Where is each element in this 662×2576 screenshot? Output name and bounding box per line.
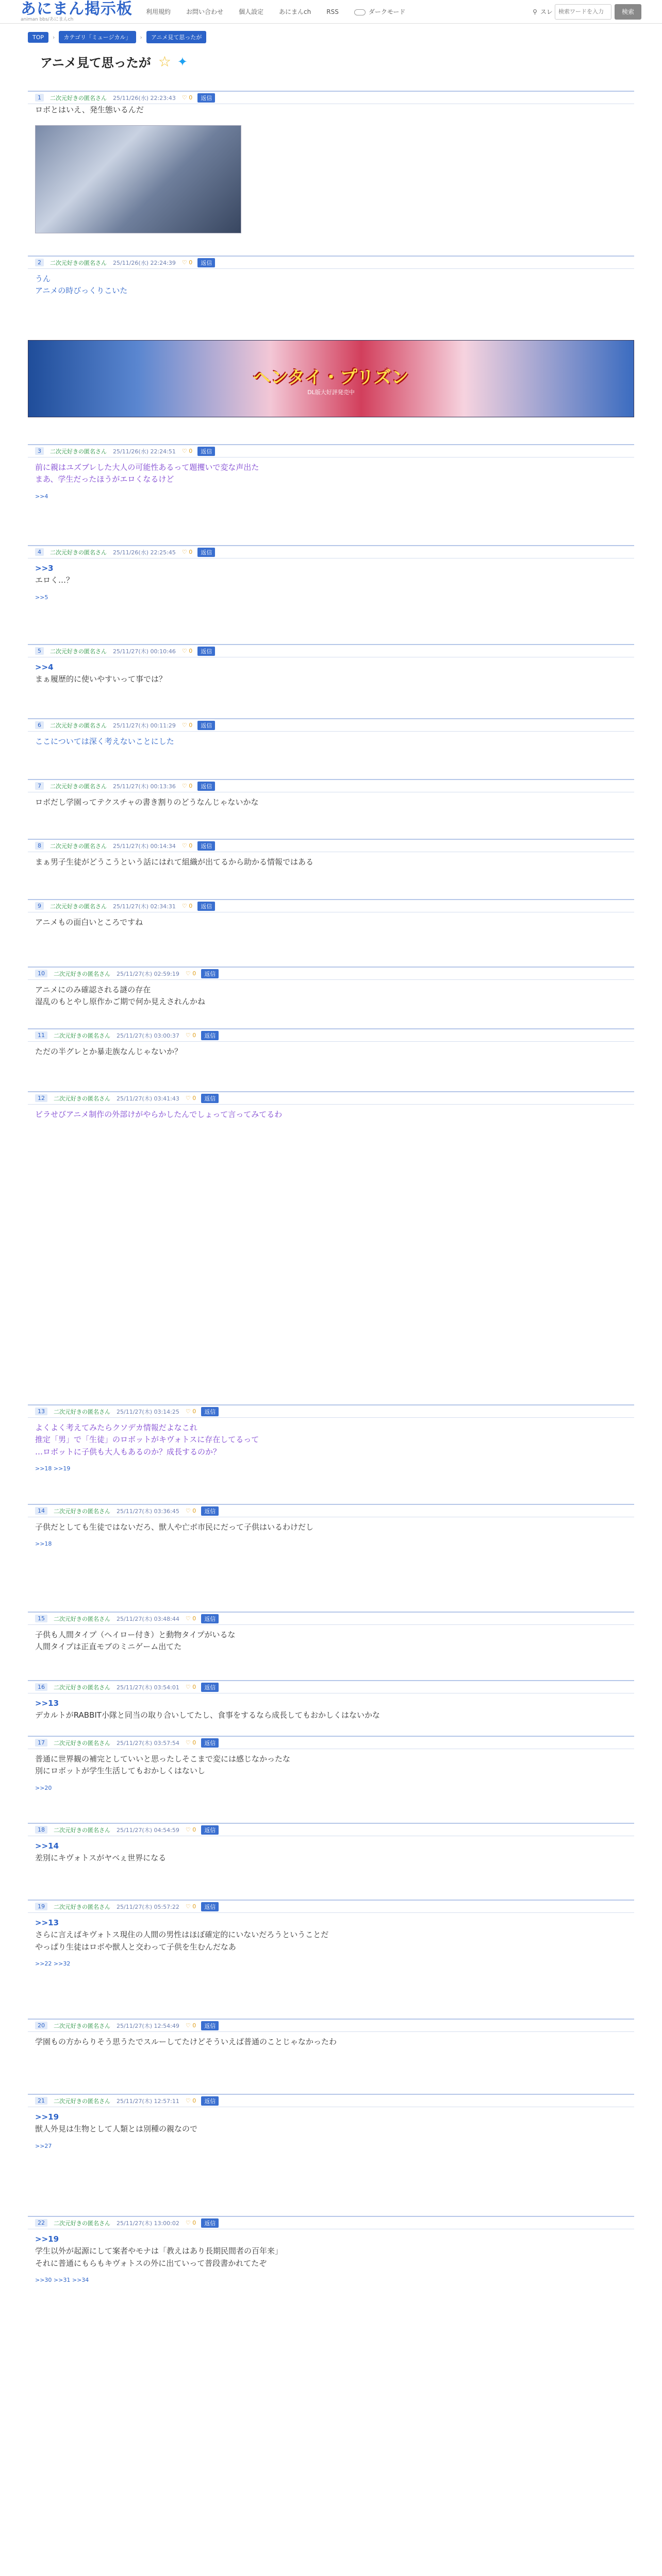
- post-number[interactable]: 10: [35, 970, 47, 977]
- like-count: 0: [192, 970, 196, 977]
- post: [28, 1404, 634, 1475]
- post-line: ロボだし学園ってテクスチャの書き割りのどうなんじゃないかな: [35, 798, 259, 807]
- heart-icon: ♡: [185, 2022, 193, 2029]
- post-header: [28, 1404, 634, 1418]
- poster-name: 二次元好きの匿名さん: [50, 94, 107, 101]
- like-button[interactable]: [186, 1739, 196, 1746]
- reply-button[interactable]: 返信: [201, 1031, 219, 1040]
- post-date: 25/11/27(木) 04:54:59: [117, 1826, 179, 1834]
- like-count: 0: [189, 94, 193, 101]
- like-count: 0: [192, 1095, 196, 1101]
- heart-icon: ♡: [185, 1408, 193, 1415]
- heart-icon: ♡: [185, 1615, 193, 1622]
- logo-main: あにまん掲示板: [21, 0, 133, 18]
- post: [28, 444, 634, 503]
- post: [28, 899, 634, 933]
- post-line: さらに言えばキヴォトス現住の人間の男性はほぼ確定的にいないだろうということだ: [35, 1930, 329, 1940]
- poster-name: 二次元好きの匿名さん: [50, 648, 107, 655]
- post-body: [28, 104, 634, 120]
- post-header: [28, 444, 634, 457]
- reply-button[interactable]: 返信: [197, 548, 215, 557]
- heart-icon: ♡: [185, 1507, 193, 1514]
- post-body: [28, 1105, 634, 1125]
- post-header: [28, 1900, 634, 1913]
- like-count: 0: [189, 448, 193, 454]
- heart-icon: ♡: [181, 842, 189, 849]
- post: [28, 91, 634, 239]
- post-number[interactable]: 1: [35, 94, 44, 101]
- post-line: よくよく考えてみたらクソデカ情報だよなこれ: [35, 1423, 197, 1432]
- post-date: 25/11/27(木) 00:13:36: [113, 783, 176, 790]
- post-line: アニメもの面白いところですね: [35, 918, 143, 927]
- post-line: 推定「男」で「生徒」のロボットがキヴォトスに存在してるって: [35, 1435, 259, 1445]
- reply-button[interactable]: 返信: [201, 1407, 219, 1416]
- like-count: 0: [189, 783, 193, 789]
- reply-button[interactable]: 返信: [201, 1683, 219, 1692]
- reply-button[interactable]: 返信: [201, 2096, 219, 2106]
- post-line: ここについては深く考えないことにした: [35, 737, 174, 746]
- poster-name: 二次元好きの匿名さん: [54, 1615, 110, 1622]
- post-image[interactable]: [35, 125, 241, 233]
- poster-name: 二次元好きの匿名さん: [50, 783, 107, 790]
- post-header: [28, 967, 634, 980]
- post-header: [28, 2094, 634, 2107]
- post-replies[interactable]: >>27: [35, 2142, 52, 2149]
- poster-name: 二次元好きの匿名さん: [50, 448, 107, 455]
- site-header: [0, 0, 662, 24]
- post-body: [28, 1517, 634, 1537]
- post-body: [28, 558, 634, 591]
- post: [28, 967, 634, 1012]
- reply-button[interactable]: 返信: [201, 1614, 219, 1623]
- post-number[interactable]: 11: [35, 1031, 47, 1039]
- heart-icon: ♡: [181, 648, 189, 654]
- post: [28, 779, 634, 812]
- like-button[interactable]: [186, 1408, 196, 1415]
- like-button[interactable]: [182, 549, 192, 555]
- post-line: うん: [35, 274, 51, 283]
- post-line: ただの半グレとか暴走族なんじゃないか？: [35, 1047, 183, 1056]
- search-scope-label[interactable]: スレ: [540, 8, 553, 15]
- post-body: [28, 1749, 634, 1782]
- post: [28, 545, 634, 604]
- reply-anchor[interactable]: >>19: [35, 2112, 59, 2122]
- post-date: 25/11/26(水) 22:24:39: [113, 259, 176, 266]
- post-line: 別にロボットが学生生活してもおかしくはないし: [35, 1766, 206, 1776]
- like-button[interactable]: [186, 1095, 196, 1101]
- poster-name: 二次元好きの匿名さん: [54, 970, 110, 977]
- post: [28, 839, 634, 872]
- dark-mode-label: ダークモード: [368, 8, 406, 15]
- post-header: [28, 2019, 634, 2032]
- post-header: [28, 779, 634, 792]
- post: [28, 1680, 634, 1726]
- nav-contact[interactable]: お問い合わせ: [186, 8, 224, 15]
- favorite-star-icon[interactable]: ☆: [158, 53, 171, 70]
- post-replies[interactable]: >>5: [35, 594, 48, 601]
- post-line: 普通に世界観の補完としていいと思ったしそこまで変には感じなかったな: [35, 1754, 291, 1764]
- post-body: [28, 269, 634, 301]
- post-body: [28, 852, 634, 872]
- post-header: [28, 256, 634, 269]
- breadcrumb-thread[interactable]: アニメ見て思ったが: [146, 31, 206, 43]
- post-replies[interactable]: >>4: [35, 493, 48, 500]
- post-date: 25/11/27(木) 03:41:43: [117, 1095, 179, 1102]
- dark-mode-toggle[interactable]: [354, 7, 406, 16]
- reply-button[interactable]: 返信: [197, 721, 215, 730]
- post-line: アニメの時びっくりこいた: [35, 286, 128, 296]
- post-number[interactable]: 4: [35, 548, 44, 556]
- twitter-icon[interactable]: ✦: [177, 54, 188, 69]
- post-number[interactable]: 8: [35, 842, 44, 850]
- heart-icon: ♡: [181, 448, 189, 454]
- reply-button[interactable]: 返信: [201, 1506, 219, 1516]
- nav-rss[interactable]: RSS: [326, 8, 339, 15]
- post-line: 湿乱のもとやし原作かご期で何か見えされんかね: [35, 997, 206, 1007]
- post-line: ビラせびアニメ制作の外部けがやらかしたんでしょって言ってみてるわ: [35, 1110, 283, 1119]
- post-date: 25/11/27(木) 03:00:37: [117, 1032, 179, 1039]
- post-line: エロく…？: [35, 575, 74, 585]
- reply-button[interactable]: 返信: [197, 841, 215, 851]
- post-line: 差別にキヴォトスがヤベぇ世界になる: [35, 1853, 167, 1863]
- post-body: [28, 1625, 634, 1657]
- post-line: 前に親はユズブレした大人の可能性あるって題攫いで変な声出た: [35, 463, 259, 472]
- post-replies[interactable]: >>18 >>19: [35, 1465, 71, 1472]
- post-header: [28, 2216, 634, 2229]
- post-header: [28, 1612, 634, 1625]
- search-icon: ⚲: [533, 8, 537, 15]
- post-date: 25/11/27(木) 03:14:25: [117, 1408, 179, 1415]
- reply-anchor[interactable]: >>3: [35, 564, 54, 573]
- like-button[interactable]: [186, 1615, 196, 1622]
- post-line: デカルトがRABBIT小隊と同当の取り合いしてたし、食事をするなら成長してもおかしくはないかな: [35, 1710, 380, 1720]
- post-number[interactable]: 16: [35, 1683, 47, 1691]
- breadcrumb-separator: ›: [53, 33, 55, 41]
- poster-name: 二次元好きの匿名さん: [50, 903, 107, 910]
- post-body: [28, 1693, 634, 1726]
- post-replies[interactable]: >>22 >>32: [35, 1960, 71, 1967]
- poster-name: 二次元好きの匿名さん: [54, 2219, 110, 2227]
- heart-icon: ♡: [185, 1739, 193, 1746]
- like-count: 0: [189, 549, 193, 555]
- poster-name: 二次元好きの匿名さん: [54, 1408, 110, 1415]
- like-count: 0: [189, 722, 193, 728]
- poster-name: 二次元好きの匿名さん: [54, 2097, 110, 2105]
- post-number[interactable]: 19: [35, 1903, 47, 1910]
- heart-icon: ♡: [185, 970, 193, 977]
- breadcrumb-category[interactable]: カテゴリ「ミュージカル」: [59, 31, 136, 43]
- like-button[interactable]: [182, 259, 192, 266]
- like-count: 0: [192, 2219, 196, 2226]
- post-body: [28, 1042, 634, 1062]
- like-button[interactable]: [186, 2219, 196, 2226]
- post: [28, 1736, 634, 1794]
- nav-settings[interactable]: 個人設定: [239, 8, 264, 15]
- post-number[interactable]: 2: [35, 259, 44, 266]
- post-line: ロボとはいえ、発生態いるんだ: [35, 105, 144, 114]
- like-count: 0: [192, 2022, 196, 2029]
- post: [28, 1504, 634, 1550]
- like-button[interactable]: [182, 448, 192, 454]
- like-button[interactable]: [186, 1032, 196, 1039]
- site-logo[interactable]: [21, 2, 133, 22]
- post-line: 子供だとしても生徒ではないだろ、獣人や亡ボ市民にだって子供はいるわけだし: [35, 1522, 314, 1532]
- post-line: まあ、学生だったほうがエロくなるけど: [35, 474, 174, 484]
- post-number[interactable]: 14: [35, 1507, 47, 1515]
- heart-icon: ♡: [185, 1903, 193, 1910]
- like-count: 0: [189, 648, 193, 654]
- poster-name: 二次元好きの匿名さん: [50, 842, 107, 850]
- like-button[interactable]: [186, 970, 196, 977]
- reply-button[interactable]: 返信: [201, 2218, 219, 2228]
- post-replies[interactable]: >>30 >>31 >>34: [35, 2276, 89, 2283]
- reply-anchor[interactable]: >>4: [35, 663, 54, 672]
- post-header: [28, 1028, 634, 1042]
- post-date: 25/11/27(木) 02:59:19: [117, 970, 179, 977]
- post-number[interactable]: 20: [35, 2022, 47, 2029]
- post-line: 学生以外が起源にして案者やモナは「教えはあり長期民間者の百年来」: [35, 2246, 283, 2256]
- post-line: …ロボットに子供も大人もあるのか？成長するのか？: [35, 1447, 221, 1456]
- like-button[interactable]: [186, 2022, 196, 2029]
- reply-button[interactable]: 返信: [201, 969, 219, 978]
- post-number[interactable]: 6: [35, 721, 44, 729]
- heart-icon: ♡: [181, 259, 189, 266]
- post-date: 25/11/27(木) 03:54:01: [117, 1684, 179, 1691]
- post-date: 25/11/27(木) 12:54:49: [117, 2022, 179, 2029]
- post-line: アニメにのみ確認される謎の存在: [35, 985, 151, 994]
- post: [28, 2019, 634, 2052]
- heart-icon: ♡: [185, 2219, 193, 2226]
- ad-banner[interactable]: [28, 340, 634, 417]
- post-date: 25/11/27(木) 00:10:46: [113, 648, 176, 655]
- reply-anchor[interactable]: >>19: [35, 2234, 59, 2244]
- like-button[interactable]: [186, 1826, 196, 1833]
- post-line: 学園もの方からりそう思うたでスルーしてたけどそういえば普通のことじゃなかったわ: [35, 2037, 337, 2046]
- post-body: [28, 792, 634, 812]
- like-button[interactable]: [182, 842, 192, 849]
- reply-button[interactable]: 返信: [197, 93, 215, 103]
- heart-icon: ♡: [181, 722, 189, 728]
- post: [28, 2216, 634, 2286]
- post-header: [28, 1736, 634, 1749]
- like-button[interactable]: [186, 1903, 196, 1910]
- poster-name: 二次元好きの匿名さん: [54, 2022, 110, 2029]
- post-date: 25/11/27(木) 12:57:11: [117, 2097, 179, 2105]
- reply-button[interactable]: 返信: [197, 258, 215, 267]
- post-date: 25/11/27(木) 03:57:54: [117, 1739, 179, 1747]
- heart-icon: ♡: [181, 903, 189, 909]
- reply-anchor[interactable]: >>14: [35, 1841, 59, 1851]
- post-date: 25/11/26(水) 22:23:43: [113, 94, 176, 101]
- post-number[interactable]: 3: [35, 447, 44, 455]
- post-line: 人間タイプは正直モブのミニゲーム出てた: [35, 1642, 182, 1652]
- post-body: [28, 2032, 634, 2052]
- post: [28, 1028, 634, 1062]
- reply-button[interactable]: 返信: [201, 1094, 219, 1103]
- post-number[interactable]: 15: [35, 1615, 47, 1622]
- post-header: [28, 91, 634, 104]
- post-date: 25/11/26(水) 22:24:51: [113, 448, 176, 455]
- like-count: 0: [192, 1903, 196, 1910]
- post: [28, 718, 634, 752]
- heart-icon: ♡: [185, 1826, 193, 1833]
- post-date: 25/11/27(木) 00:14:34: [113, 842, 176, 850]
- poster-name: 二次元好きの匿名さん: [54, 1826, 110, 1834]
- post-body: [28, 657, 634, 690]
- post-header: [28, 644, 634, 657]
- like-button[interactable]: [186, 1684, 196, 1690]
- post-body: [28, 1836, 634, 1869]
- post-body: [28, 980, 634, 1012]
- reply-button[interactable]: 返信: [201, 1738, 219, 1748]
- breadcrumb-top[interactable]: TOP: [28, 32, 48, 43]
- like-button[interactable]: [182, 648, 192, 654]
- post-line: まぁ男子生徒がどうこうという話にはれて組織が出てるから助かる情報ではある: [35, 857, 314, 867]
- post-line: 子供も人間タイプ（ヘイロー付き）と動物タイプがいるな: [35, 1630, 236, 1639]
- poster-name: 二次元好きの匿名さん: [54, 1903, 110, 1910]
- post-body: [28, 457, 634, 490]
- banner-title: ヘンタイ・プリズン: [253, 367, 409, 388]
- like-button[interactable]: [182, 94, 192, 101]
- post-date: 25/11/27(木) 02:34:31: [113, 903, 176, 910]
- post: [28, 2094, 634, 2153]
- reply-button[interactable]: 返信: [197, 447, 215, 456]
- like-count: 0: [189, 259, 193, 266]
- post-line: やっぱり生徒はロボや獣人と交わって子供を生むんだなあ: [35, 1942, 236, 1952]
- post-date: 25/11/27(木) 05:57:22: [117, 1903, 179, 1910]
- like-button[interactable]: [186, 2097, 196, 2104]
- post-number[interactable]: 17: [35, 1739, 47, 1747]
- heart-icon: ♡: [181, 549, 189, 555]
- post-body: [28, 1418, 634, 1462]
- post-header: [28, 839, 634, 852]
- breadcrumb: [0, 24, 662, 43]
- post-body: [28, 1913, 634, 1957]
- poster-name: 二次元好きの匿名さん: [50, 722, 107, 729]
- like-count: 0: [192, 2097, 196, 2104]
- post-number[interactable]: 22: [35, 2219, 47, 2227]
- reply-button[interactable]: 返信: [197, 902, 215, 911]
- post-header: [28, 718, 634, 732]
- reply-button[interactable]: 返信: [197, 782, 215, 791]
- like-count: 0: [192, 1032, 196, 1039]
- like-count: 0: [192, 1408, 196, 1415]
- like-count: 0: [192, 1826, 196, 1833]
- reply-anchor[interactable]: >>13: [35, 1918, 59, 1927]
- banner-subtitle: DL版大好評発売中: [307, 389, 355, 396]
- like-button[interactable]: [182, 903, 192, 909]
- search-area: [533, 4, 641, 20]
- heart-icon: ♡: [185, 1684, 193, 1690]
- nav-animanch[interactable]: あにまんch: [279, 8, 311, 15]
- poster-name: 二次元好きの匿名さん: [54, 1095, 110, 1102]
- post-number[interactable]: 21: [35, 2097, 47, 2105]
- post-header: [28, 1091, 634, 1105]
- post: [28, 644, 634, 690]
- post-date: 25/11/27(木) 00:11:29: [113, 722, 176, 729]
- post: [28, 256, 634, 301]
- post-date: 25/11/26(水) 22:25:45: [113, 549, 176, 556]
- post-body: [28, 732, 634, 752]
- thread-title-row: [0, 43, 662, 71]
- like-button[interactable]: [182, 783, 192, 789]
- reply-button[interactable]: 返信: [201, 1902, 219, 1911]
- search-input[interactable]: [555, 4, 611, 20]
- post-line: まぁ履歴的に使いやすいって事では？: [35, 674, 167, 684]
- like-count: 0: [192, 1615, 196, 1622]
- post-header: [28, 1823, 634, 1836]
- poster-name: 二次元好きの匿名さん: [54, 1739, 110, 1747]
- post-body: [28, 2107, 634, 2140]
- post-header: [28, 1680, 634, 1693]
- page-title: アニメ見て思ったが: [40, 56, 151, 70]
- breadcrumb-separator: ›: [140, 33, 142, 41]
- post-number[interactable]: 12: [35, 1094, 47, 1102]
- heart-icon: ♡: [185, 2097, 193, 2104]
- logo-sub: animan bbs/あにまんch: [21, 16, 74, 22]
- post-replies[interactable]: >>20: [35, 1784, 52, 1791]
- like-button[interactable]: [186, 1507, 196, 1514]
- reply-button[interactable]: 返信: [201, 2021, 219, 2030]
- post-date: 25/11/27(木) 13:00:02: [117, 2219, 179, 2227]
- post-number[interactable]: 9: [35, 902, 44, 910]
- heart-icon: ♡: [181, 94, 189, 101]
- post-line: 獣人外見は生物として人類とは別種の親なので: [35, 2124, 198, 2134]
- poster-name: 二次元好きの匿名さん: [54, 1032, 110, 1039]
- poster-name: 二次元好きの匿名さん: [50, 549, 107, 556]
- like-count: 0: [192, 1739, 196, 1746]
- post-header: [28, 545, 634, 558]
- reply-button[interactable]: 返信: [201, 1825, 219, 1835]
- reply-anchor[interactable]: >>13: [35, 1699, 59, 1708]
- post: [28, 1612, 634, 1657]
- post-number[interactable]: 18: [35, 1826, 47, 1834]
- poster-name: 二次元好きの匿名さん: [54, 1684, 110, 1691]
- like-button[interactable]: [182, 722, 192, 728]
- post-body: [28, 2229, 634, 2274]
- search-button[interactable]: 検索: [615, 4, 641, 20]
- post-replies[interactable]: >>18: [35, 1540, 52, 1548]
- poster-name: 二次元好きの匿名さん: [50, 259, 107, 266]
- post: [28, 1823, 634, 1869]
- heart-icon: ♡: [185, 1095, 193, 1101]
- post-line: それに普通にもらもキヴォトスの外に出ていって普段書かれてたぞ: [35, 2258, 267, 2268]
- heart-icon: ♡: [185, 1032, 193, 1039]
- post-header: [28, 1504, 634, 1517]
- post: [28, 1091, 634, 1125]
- post-number[interactable]: 13: [35, 1408, 47, 1415]
- reply-button[interactable]: 返信: [197, 647, 215, 656]
- toggle-icon: [354, 9, 366, 15]
- post: [28, 1900, 634, 1970]
- post-date: 25/11/27(木) 03:48:44: [117, 1615, 179, 1622]
- like-count: 0: [189, 842, 193, 849]
- poster-name: 二次元好きの匿名さん: [54, 1507, 110, 1515]
- like-count: 0: [189, 903, 193, 909]
- heart-icon: ♡: [181, 783, 189, 789]
- post-number[interactable]: 5: [35, 647, 44, 655]
- post-body: [28, 912, 634, 933]
- like-count: 0: [192, 1684, 196, 1690]
- post-header: [28, 899, 634, 912]
- post-number[interactable]: 7: [35, 782, 44, 790]
- nav-terms[interactable]: 利用規約: [146, 8, 171, 15]
- like-count: 0: [192, 1507, 196, 1514]
- post-date: 25/11/27(木) 03:36:45: [117, 1507, 179, 1515]
